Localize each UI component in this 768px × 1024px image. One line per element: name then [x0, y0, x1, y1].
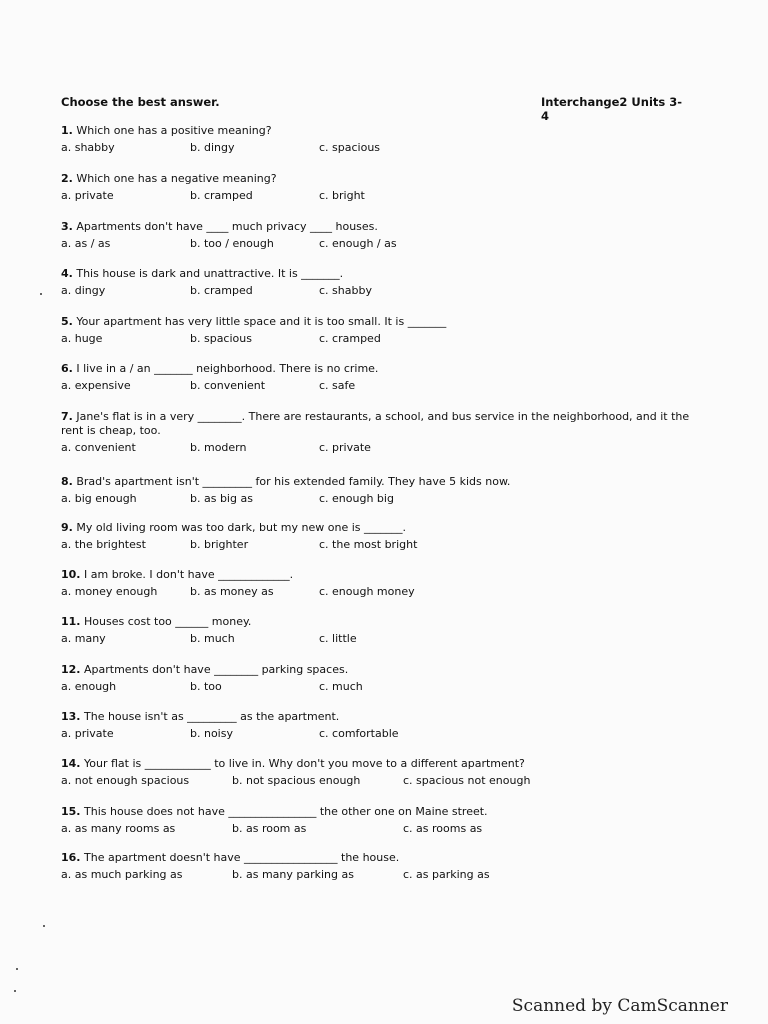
option-b[interactable]: b. not spacious enough	[232, 774, 361, 787]
question-text: 16. The apartment doesn't have _________________ the house.	[61, 851, 400, 864]
scan-speck	[16, 968, 18, 970]
answer-options	[61, 680, 711, 696]
question-7	[61, 410, 711, 457]
answer-options	[61, 141, 711, 157]
option-a[interactable]: a. huge	[61, 332, 103, 345]
option-b[interactable]: b. as big as	[190, 492, 253, 505]
option-c[interactable]: c. spacious not enough	[403, 774, 531, 787]
option-b[interactable]: b. as money as	[190, 585, 274, 598]
option-a[interactable]: a. private	[61, 189, 114, 202]
question-11	[61, 615, 711, 648]
answer-options	[61, 284, 711, 300]
question-text: 11. Houses cost too ______ money.	[61, 615, 252, 628]
option-c[interactable]: c. comfortable	[319, 727, 399, 740]
option-b[interactable]: b. dingy	[190, 141, 235, 154]
option-b[interactable]: b. cramped	[190, 189, 253, 202]
option-c[interactable]: c. as rooms as	[403, 822, 483, 835]
question-1	[61, 124, 711, 157]
option-b[interactable]: b. convenient	[190, 379, 266, 392]
option-b[interactable]: b. cramped	[190, 284, 253, 297]
answer-options	[61, 538, 711, 554]
question-text: 8. Brad's apartment isn't _________ for his extended family. They have 5 kids now.	[61, 475, 511, 488]
answer-options	[61, 868, 711, 884]
option-a[interactable]: a. enough	[61, 680, 117, 693]
answer-options	[61, 727, 711, 743]
question-6	[61, 362, 711, 395]
question-text: 12. Apartments don't have ________ parking spaces.	[61, 663, 349, 676]
question-text: 14. Your flat is ____________ to live in. Why don't you move to a different apartment?	[61, 757, 525, 770]
question-text: 1. Which one has a positive meaning?	[61, 124, 272, 137]
question-2	[61, 172, 711, 205]
question-15	[61, 805, 711, 838]
option-a[interactable]: a. money enough	[61, 585, 158, 598]
option-c[interactable]: c. enough money	[319, 585, 415, 598]
course-title: Interchange2 Units 3-4	[541, 95, 683, 123]
answer-options	[61, 379, 711, 395]
option-c[interactable]: c. little	[319, 632, 357, 645]
option-a[interactable]: a. big enough	[61, 492, 137, 505]
question-13	[61, 710, 711, 743]
question-12	[61, 663, 711, 696]
option-b[interactable]: b. as room as	[232, 822, 307, 835]
option-a[interactable]: a. expensive	[61, 379, 131, 392]
option-b[interactable]: b. as many parking as	[232, 868, 354, 881]
option-b[interactable]: b. modern	[190, 441, 247, 454]
scan-speck	[14, 990, 16, 992]
question-text: 4. This house is dark and unattractive. It is _______.	[61, 267, 344, 280]
answer-options	[61, 632, 711, 648]
question-text: 5. Your apartment has very little space and it is too small. It is _______	[61, 315, 447, 328]
answer-options	[61, 189, 711, 205]
question-9	[61, 521, 711, 554]
option-a[interactable]: a. private	[61, 727, 114, 740]
option-a[interactable]: a. convenient	[61, 441, 136, 454]
question-4	[61, 267, 711, 300]
worksheet-header	[61, 95, 688, 123]
option-b[interactable]: b. noisy	[190, 727, 233, 740]
answer-options	[61, 332, 711, 348]
question-16	[61, 851, 711, 884]
answer-options	[61, 585, 711, 601]
option-c[interactable]: c. shabby	[319, 284, 372, 297]
option-a[interactable]: a. the brightest	[61, 538, 146, 551]
option-c[interactable]: c. private	[319, 441, 371, 454]
answer-options	[61, 774, 711, 790]
option-c[interactable]: c. enough big	[319, 492, 394, 505]
answer-options	[61, 822, 711, 838]
option-c[interactable]: c. enough / as	[319, 237, 397, 250]
question-3	[61, 220, 711, 253]
option-b[interactable]: b. too / enough	[190, 237, 274, 250]
question-text: 15. This house does not have ________________ the other one on Maine street.	[61, 805, 488, 818]
option-c[interactable]: c. spacious	[319, 141, 381, 154]
instruction-heading: Choose the best answer.	[61, 95, 220, 109]
option-a[interactable]: a. many	[61, 632, 106, 645]
question-text: 2. Which one has a negative meaning?	[61, 172, 277, 185]
scanner-watermark: Scanned by CamScanner	[511, 996, 728, 1016]
option-c[interactable]: c. cramped	[319, 332, 381, 345]
option-b[interactable]: b. much	[190, 632, 235, 645]
question-text: 13. The house isn't as _________ as the apartment.	[61, 710, 340, 723]
question-text: 9. My old living room was too dark, but my new one is _______.	[61, 521, 406, 534]
answer-options	[61, 492, 711, 508]
option-a[interactable]: a. as many rooms as	[61, 822, 176, 835]
option-a[interactable]: a. as much parking as	[61, 868, 183, 881]
question-5	[61, 315, 711, 348]
option-a[interactable]: a. shabby	[61, 141, 115, 154]
option-a[interactable]: a. dingy	[61, 284, 106, 297]
answer-options	[61, 237, 711, 253]
option-b[interactable]: b. brighter	[190, 538, 249, 551]
question-text: 6. I live in a / an _______ neighborhood. There is no crime.	[61, 362, 379, 375]
option-b[interactable]: b. spacious	[190, 332, 252, 345]
question-10	[61, 568, 711, 601]
question-text: 10. I am broke. I don't have _____________.	[61, 568, 294, 581]
option-c[interactable]: c. as parking as	[403, 868, 490, 881]
option-a[interactable]: a. as / as	[61, 237, 111, 250]
option-c[interactable]: c. the most bright	[319, 538, 418, 551]
option-c[interactable]: c. bright	[319, 189, 365, 202]
option-c[interactable]: c. much	[319, 680, 363, 693]
answer-options	[61, 441, 711, 457]
option-b[interactable]: b. too	[190, 680, 222, 693]
question-text: 7. Jane's flat is in a very ________. There are restaurants, a school, and bus service in the neighborhood, and it the rent is cheap, too.	[61, 410, 690, 437]
scan-speck	[43, 925, 45, 927]
question-14	[61, 757, 711, 790]
option-a[interactable]: a. not enough spacious	[61, 774, 190, 787]
question-8	[61, 475, 711, 508]
scan-speck	[40, 293, 42, 295]
question-text: 3. Apartments don't have ____ much privacy ____ houses.	[61, 220, 378, 233]
option-c[interactable]: c. safe	[319, 379, 356, 392]
